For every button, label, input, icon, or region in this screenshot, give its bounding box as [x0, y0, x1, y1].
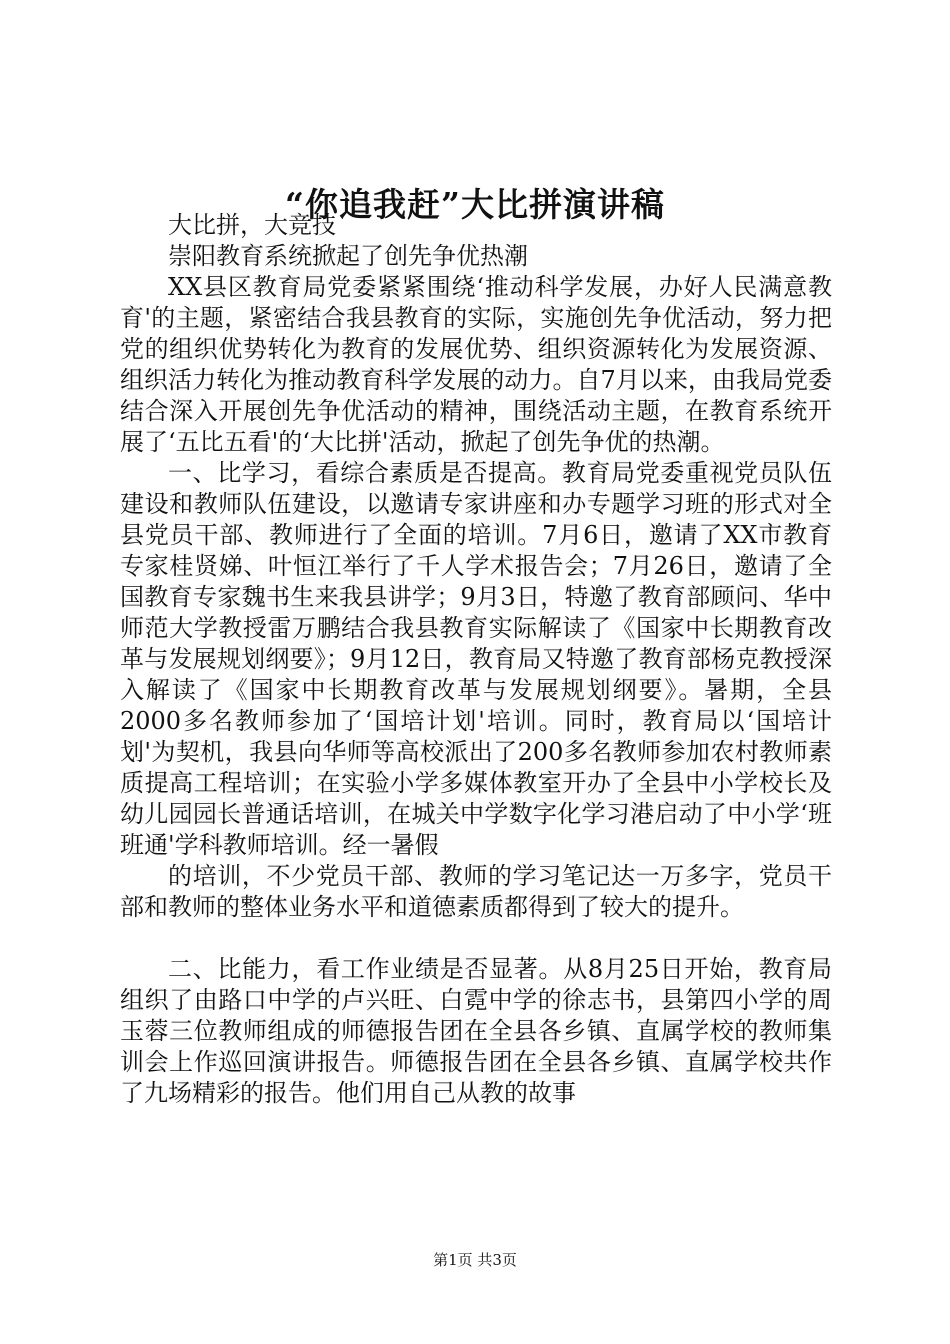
- document-title: “你追我赶”大比拼演讲稿: [285, 185, 665, 224]
- paragraph: 崇阳教育系统掀起了创先争优热潮: [168, 242, 528, 270]
- paragraph: 的培训，不少党员干部、教师的学习笔记达一万多字，党员干部和教师的整体业务水平和道德素质都得到了较大的提升。: [120, 862, 832, 921]
- paragraph: 二、比能力，看工作业绩是否显著。从8月25日开始，教育局组织了由路口中学的卢兴旺、白霓中学的徐志书，县第四小学的周玉蓉三位教师组成的师德报告团在全县各乡镇、直属学校的教师集训会上作巡回演讲报告。师德报告团在全县各乡镇、直属学校共作了九场精彩的报告。他们用自己从教的故事: [120, 955, 832, 1107]
- paragraph: XX县区教育局党委紧紧围绕‘推动科学发展，办好人民满意教育'的主题，紧密结合我县教育的实际，实施创先争优活动，努力把党的组织优势转化为教育的发展优势、组织资源转化为发展资源、组织活力转化为推动教育科学发展的动力。自7月以来，由我局党委结合深入开展创先争优活动的精神，围绕活动主题，在教育系统开展了‘五比五看'的‘大比拼'活动，掀起了创先争优的热潮。: [120, 273, 832, 456]
- document-body: [120, 210, 832, 1109]
- paragraph: 大比拼，大竞技: [168, 211, 336, 239]
- page-number: 第1页 共3页: [433, 1251, 517, 1269]
- paragraph: 一、比学习，看综合素质是否提高。教育局党委重视党员队伍建设和教师队伍建设，以邀请专家讲座和办专题学习班的形式对全县党员干部、教师进行了全面的培训。7月6日，邀请了XX市教育专家桂贤娣、叶恒江举行了千人学术报告会；7月26日，邀请了全国教育专家魏书生来我县讲学；9月3日，特邀了教育部顾问、华中师范大学教授雷万鹏结合我县教育实际解读了《国家中长期教育改革与发展规划纲要》；9月12日，教育局又特邀了教育部杨克教授深入解读了《国家中长期教育改革与发展规划纲要》。暑期，全县2000多名教师参加了‘国培计划'培训。同时，教育局以‘国培计划'为契机，我县向华师等高校派出了200多名教师参加农村教师素质提高工程培训；在实验小学多媒体教室开办了全县中小学校长及幼儿园园长普通话培训，在城关中学数字化学习港启动了中小学‘班班通'学科教师培训。经一暑假: [120, 459, 832, 859]
